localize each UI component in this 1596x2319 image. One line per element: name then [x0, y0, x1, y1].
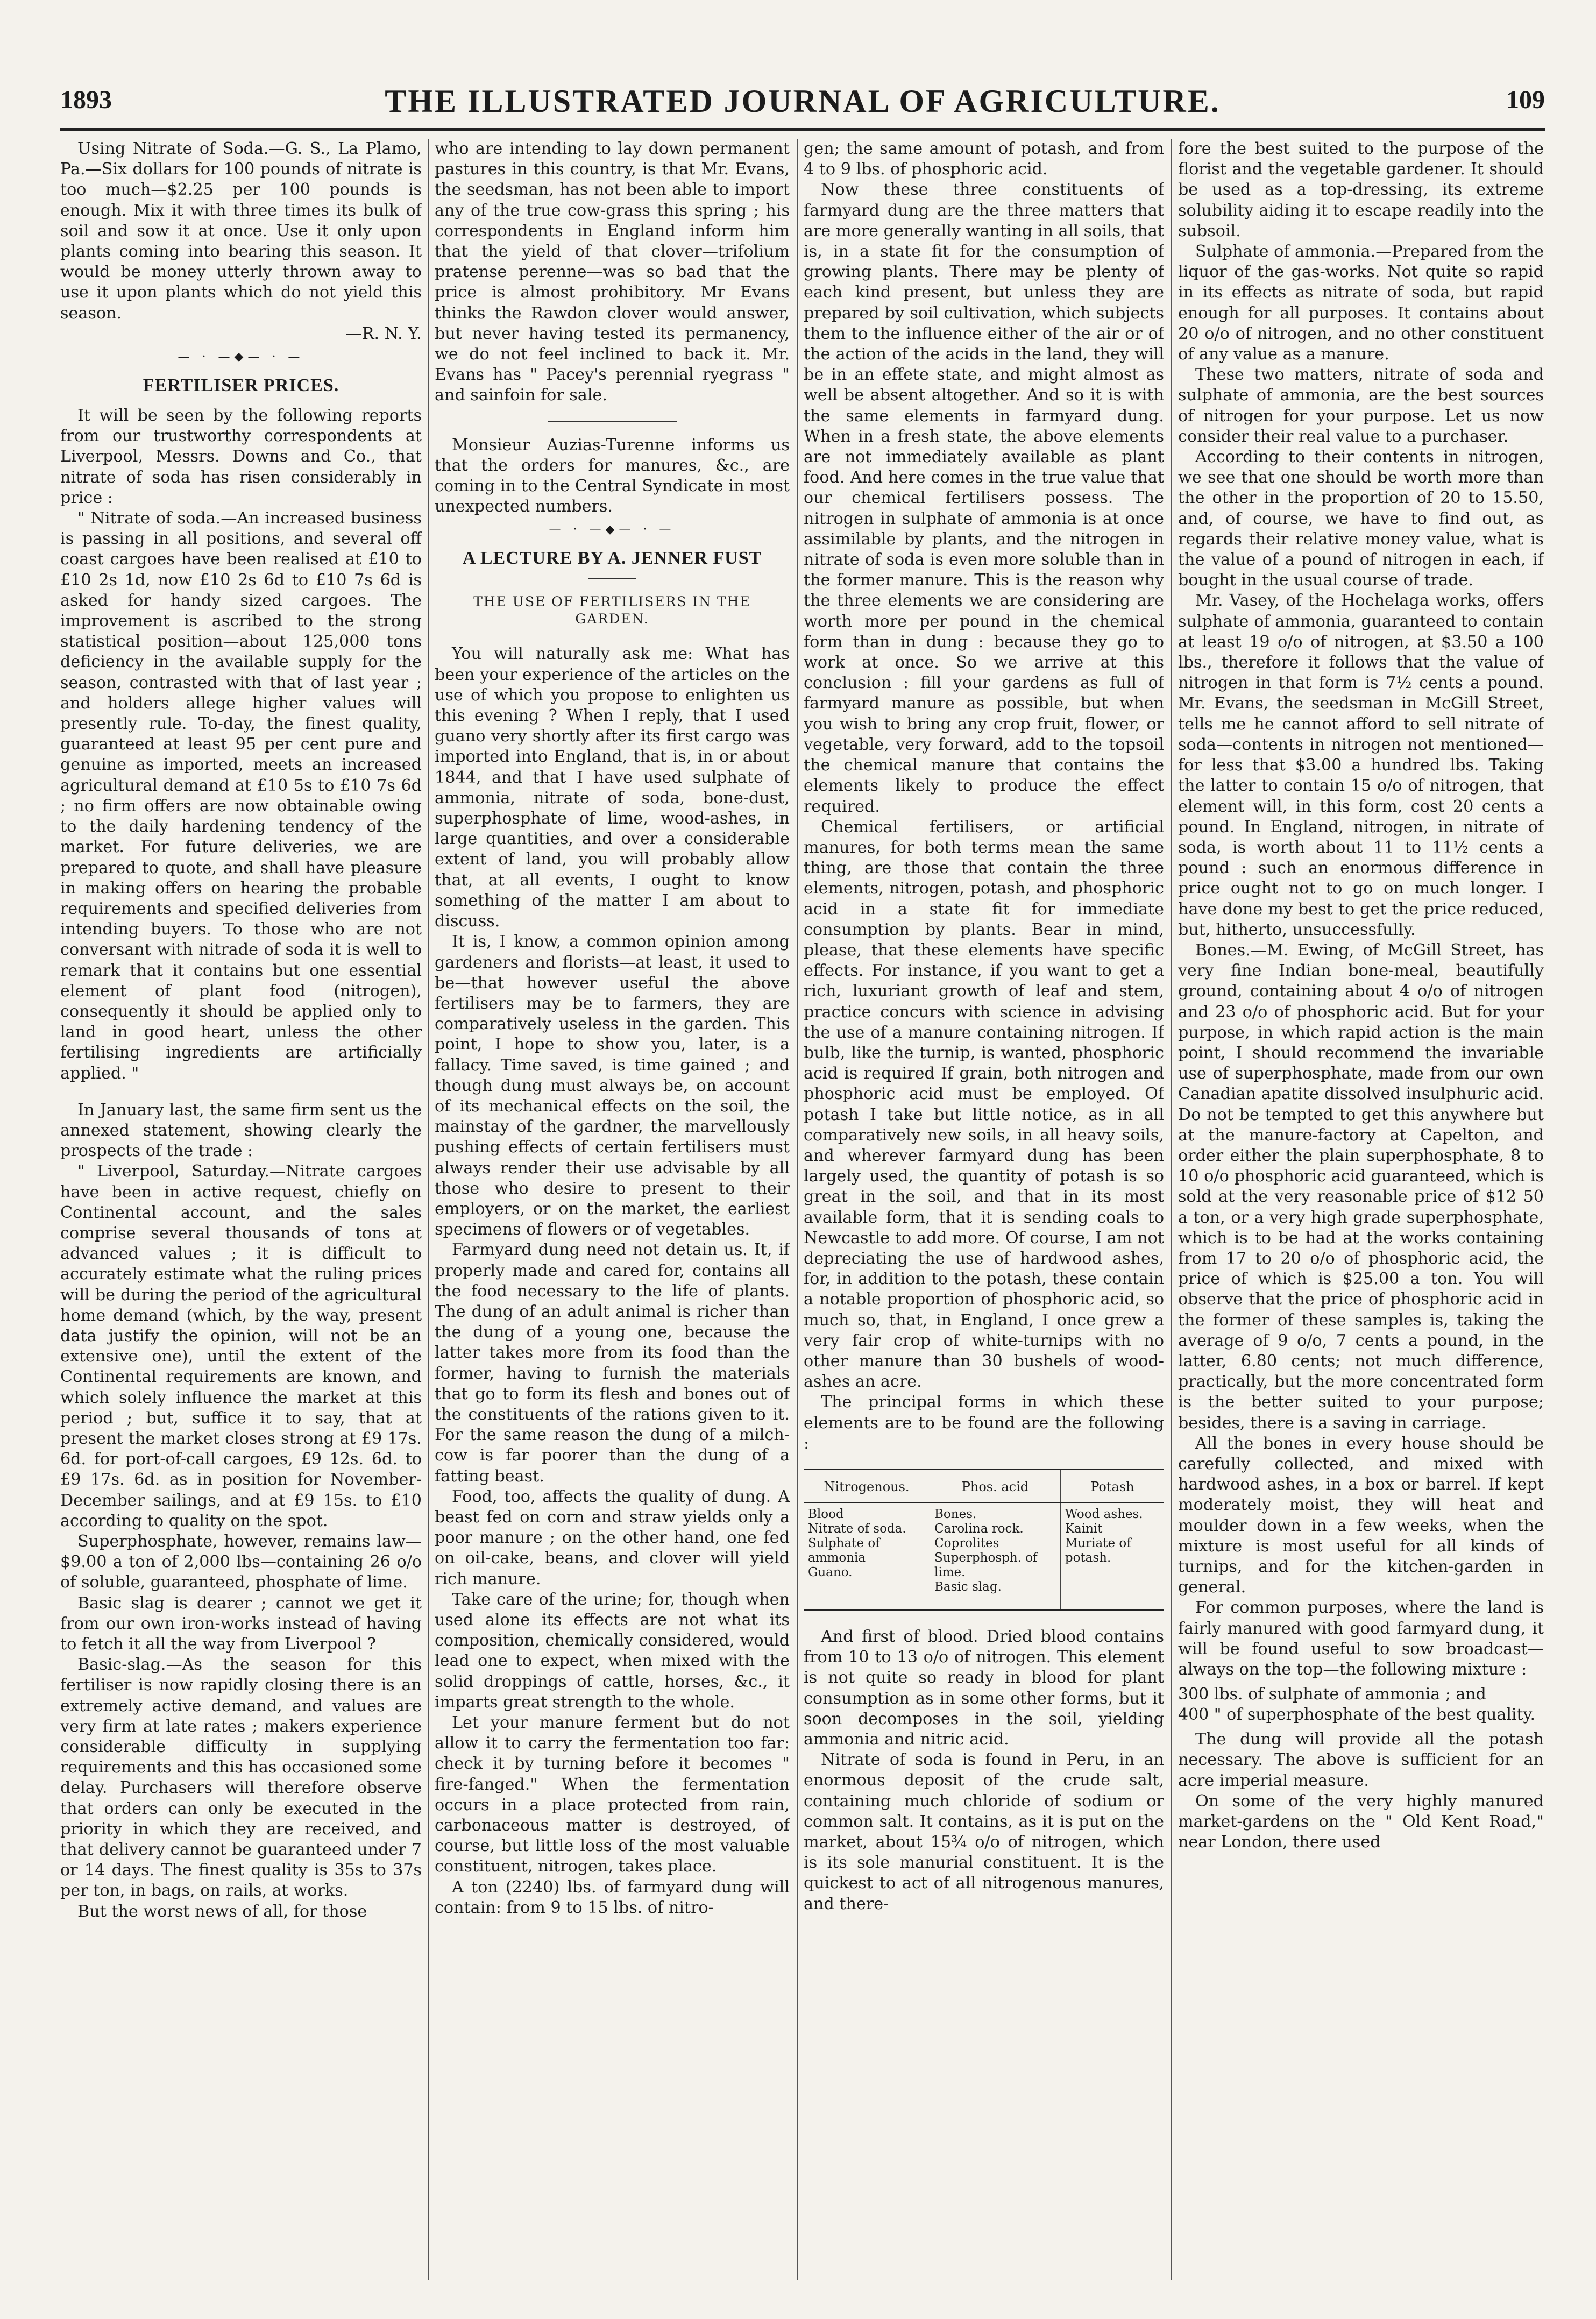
column-3	[804, 139, 1164, 2280]
paragraph-nitrate-query: Using Nitrate of Soda.—G. S., La Plamo, Pa.—Six dollars for 100 pounds of nitrate is too much—$2.25 per 100 pounds is enough. Mix it with three times its bulk of soil and sow it at once. Use it only upon plants coming into bearing this season. It would be money utterly thrown away to use it upon plants which do not yield this season.	[60, 139, 422, 323]
paragraph: Chemical fertilisers, or artificial manures, for both terms mean the same thing, are those that contain the three elements, nitrogen, potash, and phosphoric acid in a state fit for immediate consumption by plants. Bear in mind, please, that these elements have specific effects. For instance, if you want to get a rich, luxuriant growth of leaf and stem, practice concurs with science in advising the use of a manure containing nitrogen. If bulb, like the turnip, is wanted, phosphoric acid is required If grain, both nitrogen and phosphoric acid must be employed. Of potash I take but little notice, as in all comparatively new soils, in all heavy soils, and wherever farmyard dung has been largely used, the quantity of potash is so great in the soil, and that in its most available form, that it is sending coals to Newcastle to add more. Of course, I am not depreciating the use of hardwood ashes, for, in addition to the potash, these contain a notable proportion of phosphoric acid, so much so, that, in England, I once grew a very fair crop of white-turnips with no other manure than 30 bushels of wood-ashes an acre.	[804, 817, 1164, 1392]
cell-text: Wood ashes.	[1065, 1507, 1143, 1521]
paragraph: Basic slag is dearer ; cannot we get it from our own iron-works instead of having to fetch it all the way from Liverpool ?	[60, 1593, 422, 1654]
subheading-lecture: THE USE OF FERTILISERS IN THE GARDEN.	[473, 594, 751, 627]
column-1	[60, 139, 422, 2280]
column-header: Phos. acid	[930, 1470, 1061, 1502]
mixture-line: 300 lbs. of sulphate of ammonia ; and	[1178, 1685, 1486, 1704]
paragraph: These two matters, nitrate of soda and sulphate of ammonia, are the best sources of nitrogen for your purpose. Let us now consider their real value to a purchaser.	[1178, 365, 1544, 446]
cell-text: Bones.	[934, 1507, 977, 1521]
cell-text: Carolina rock.	[934, 1522, 1024, 1536]
cell-text: Sulphate of ammonia	[808, 1536, 880, 1565]
paragraph: You will naturally ask me: What has been your experience of the articles on the use of which you propose to enlighten us this evening ? When I reply, that I used guano very shortly after its first cargo was imported into England, that is, in or about 1844, and that I have used sulphate of ammonia, nitrate of soda, bone-dust, superphosphate of lime, wood-ashes, in large quantities, and over a considerable extent of land, you will probably allow that, at all events, I ought to know something of the matter I am about to discuss.	[435, 644, 790, 931]
header-year: 1893	[60, 86, 112, 114]
paragraph: Take care of the urine; for, though when used alone its effects are not what its composition, chemically considered, would lead one to expect, when mixed with the solid droppings of cattle, horses, &c., it imparts great strength to the whole.	[435, 1590, 790, 1712]
mixture-line: 400 " of superphosphate of the best quality.	[1178, 1705, 1536, 1725]
paragraph: On some of the very highly manured market-gardens on the " Old Kent Road," near London, there used	[1178, 1791, 1544, 1852]
table-cell	[930, 1502, 1061, 1610]
paragraph: Basic-slag.—As the season for this fertiliser is now rapidly closing there is an extremely active demand, and values are very firm at late rates ; makers experience considerable difficulty in supplying requirements and this has occasioned some delay. Purchasers will therefore observe that orders can only be executed in the priority in which they are received, and that delivery cannot be guaranteed under 7 or 14 days. The finest quality is 35s to 37s per ton, in bags, on rails, at works.	[60, 1655, 422, 1900]
page-header	[60, 81, 1545, 124]
paragraph: Food, too, affects the quality of dung. A beast fed on corn and straw yields only a poor manure ; on the other hand, one fed on oil-cake, beans, and clover will yield rich manure.	[435, 1487, 790, 1588]
paragraph: The principal forms in which these elements are to be found are the following :	[804, 1393, 1164, 1453]
paragraph: It will be seen by the following reports from our trustworthy correspondents at Liverpool, Messrs. Downs and Co., that nitrate of soda has risen considerably in price :	[60, 406, 422, 507]
cell-text: Kainit	[1065, 1522, 1103, 1536]
column-4	[1178, 139, 1544, 2280]
ornament-divider: — · —◆— · —	[549, 523, 676, 537]
paragraph: gen; the same amount of potash, and from 4 to 9 lbs. of phosphoric acid.	[804, 139, 1164, 179]
paragraph: Bones.—M. Ewing, of McGill Street, has very fine Indian bone-meal, beautifully ground, containing about 4 o/o of nitrogen and 23 o/o of phosphoric acid. But for your purpose, in which rapid action is the main point, I should recommend the invariable use of superphosphate, made from our own Canadian apatite dissolved insulphuric acid. Do not be tempted to get this anywhere but at the manure-factory at Capelton, and order either the plain superphosphate, 8 to 10 o/o phosphoric acid guaranteed, which is sold at the very reasonable price of $12 50 a ton, or a very high grade superphosphate, which is to be had at the works containing from 17 to 20 o/o of phosphoric acid, the price of which is $25.00 a ton. You will observe that the price of phosphoric acid in the former of these samples is, taking the average of 9 o/o, 7 cents a pound, in the latter, 6.80 cents; not much difference, practically, but the more concentrated form is the better suited to your purpose; besides, there is a saving in carriage.	[1178, 940, 1544, 1432]
table-cell	[1060, 1502, 1164, 1610]
paragraph: Sulphate of ammonia.—Prepared from the liquor of the gas-works. Not quite so rapid in its effects as nitrate of soda, but rapid enough for all purposes. It contains about 20 o/o of nitrogen, and no other constituent of any value as a manure.	[1178, 242, 1544, 364]
paragraph: Nitrate of soda is found in Peru, in an enormous deposit of the crude salt, containing much chloride of sodium or common salt. It contains, as it is put on the market, about 15¾ o/o of nitrogen, which is its sole manurial constituent. It is the quickest to act of all nitrogenous manures, and there-	[804, 1750, 1164, 1913]
paragraph: Now these three constituents of farmyard dung are the three matters that are more generally wanting in all soils, that is, in a state fit for the consumption of growing plants. There may be plenty of each kind present, but unless they are prepared by soil cultivation, which subjects them to the influence either of the air or of the action of the acids in the land, they will be in an effete state, and might almost as well be absent altogether. And so it is with the same elements in farmyard dung. When in a fresh state, the above elements are not immediately available as plant food. And here comes in the true value that our chemical fertilisers possess. The nitrogen in sulphate of ammonia is at once assimilable by plants, and the nitrogen in nitrate of soda is even more soluble than in the former manure. This is the reason why the three elements we are considering are worth more per pound in the chemical form than in dung : because they go to work at once. So we arrive at this conclusion : fill your gardens as full of farmyard manure as possible, but when you wish to bring any crop fruit, flower, or vegetable, very forward, add to the topsoil the chemical manure that contains the elements likely to produce the effect required.	[804, 180, 1164, 816]
fertiliser-forms-table	[804, 1469, 1164, 1611]
heading-fertiliser-prices: FERTILISER PRICES.	[143, 375, 339, 396]
mixture-list	[1178, 1684, 1544, 1725]
paragraph: A ton (2240) lbs. of farmyard dung will contain: from 9 to 15 lbs. of nitro-	[435, 1877, 790, 1917]
paragraph: It is, I know, a common opinion among gardeners and florists—at least, it used to be—that however useful the above fertilisers may be to farmers, they are comparatively useless in the garden. This point, I hope to show you, later, is a fallacy. Time saved, is time gained ; and though dung must always be, on account of its mechanical effects on the soil, the mainstay of the gardner, the marvellously pushing effects of certain fertilisers must always render their use advisable by all those who desire to present to their employers, or on the market, the earliest specimens of flowers or of vegetables.	[435, 932, 790, 1239]
cell-text: Guano.	[808, 1565, 853, 1579]
paragraph: But the worst news of all, for those	[77, 1902, 367, 1921]
table-cell	[804, 1502, 930, 1610]
paragraph: fore the best suited to the purpose of the florist and the vegetable gardener. It should be used as a top-dressing, its extreme solubility aiding it to escape readily into the subsoil.	[1178, 139, 1544, 240]
column-2	[435, 139, 790, 2280]
table-row	[804, 1502, 1164, 1610]
cell-text: Superphosph. of lime.	[934, 1551, 1038, 1579]
column-header: Nitrogenous.	[804, 1470, 930, 1502]
header-rule	[60, 128, 1545, 131]
paragraph: In January last, the same firm sent us the annexed statement, showing clearly the prospects of the trade :	[60, 1100, 422, 1161]
heading-lecture: A LECTURE BY A. JENNER FUST	[462, 548, 762, 569]
paragraph: who are intending to lay down permanent pastures in this country, is that Mr. Evans, the seedsman, has not been able to import any of the true cow-grass this spring ; his correspondents in England inform him that the yield of that clover—trifolium pratense perenne—was so bad that the price is almost prohibitory. Mr Evans thinks the Rawdon clover would answer, but never having tested its permanency, we do not feel inclined to back it. Mr. Evans has " Pacey's perennial ryegrass " and sainfoin for sale.	[435, 139, 790, 405]
cell-text: Coprolites	[934, 1536, 999, 1550]
paragraph: " Liverpool, Saturday.—Nitrate cargoes have been in active request, chiefly on Continental account, and the sales comprise several thousands of tons at advanced values ; it is difficult to accurately estimate what the ruling prices will be during the period of the agricultural home demand (which, by the way, present data justify the opinion, will not be an extensive one), until the extent of the Continental requirements are known, and which solely influence the market at this period ; but, suffice it to say, that at present the market closes strong at £9 17s. 6d. for port-of-call cargoes, £9 12s. 6d. to £9 17s. 6d. as in position for November-December sailings, and at £9 15s. to £10 according to quality on the spot.	[60, 1162, 422, 1530]
signature: —R. N. Y.	[345, 324, 422, 343]
cell-text: Muriate of potash.	[1065, 1536, 1131, 1565]
cell-text: Nitrate of soda.	[808, 1522, 906, 1536]
paragraph: " Nitrate of soda.—An increased business is passing in all positions, and several off coast cargoes have been realised at £10 to £10 2s 1d, now £10 2s 6d to £10 7s 6d is asked for handy sized cargoes. The improvement is ascribed to the strong statistical position—about 125,000 tons deficiency in the available supply for the season, contrasted with that of last year ; and holders allege higher values will presently rule. To-day, the finest quality, guaranteed at least 95 per cent pure and genuine as imported, meets an increased agricultural demand at £10 5s to £10 7s 6d ; no firm offers are now obtainable owing to the daily hardening tendency of the market. For future deliveries, we are prepared to quote, and shall have pleasure in making offers on hearing the probable requirements and specified deliveries from intending buyers. To those who are not conversant with nitrade of soda it is well to remark that it contains but one essential element of plant food (nitrogen), consequently it should be applied only to land in good heart, unless the other fertilising ingredients are artificially applied. "	[60, 509, 422, 1083]
ornament-divider: — · —◆— · —	[178, 350, 304, 364]
paragraph: All the bones in every house should be carefully collected, and mixed with hardwood ashes, in a box or barrel. If kept moderately moist, they will heat and moulder down in a few weeks, when the mixture is most useful for all kinds of turnips, and for the kitchen-garden in general.	[1178, 1434, 1544, 1597]
paragraph: Superphosphate, however, remains law—$9.00 a ton of 2,000 lbs—containing 26 o/o of soluble, guaranteed, phosphate of lime.	[60, 1532, 422, 1592]
column-divider	[1171, 139, 1172, 2280]
paragraph: According to their contents in nitrogen, we see that one should be worth more than the other in the proportion of 20 to 15.50, and, of course, we have to find out, as regards their relative money value, what is the value of a pound of nitrogen in each, if bought in the usual course of trade.	[1178, 448, 1544, 590]
paragraph: Farmyard dung need not detain us. It, if properly made and cared for, contains all the food necessary to the life of plants. The dung of an adult animal is richer than the dung of a young one, because the latter takes more from its food than the former, having to furnish the materials that go to form its flesh and bones out of the constituents of the rations given to it. For the same reason the dung of a milch-cow is far poorer than the dung of a fatting beast.	[435, 1240, 790, 1486]
paragraph: For common purposes, where the land is fairly manured with good farmyard dung, it will be found useful to sow broadcast—always on the top—the following mixture :	[1178, 1598, 1544, 1679]
cell-text: Blood	[808, 1507, 844, 1521]
paragraph: The dung will provide all the potash necessary. The above is sufficient for an acre imperial measure.	[1178, 1730, 1544, 1790]
column-divider	[428, 139, 429, 2280]
paragraph: Monsieur Auzias-Turenne informs us that the orders for manures, &c., are coming in to the Central Syndicate in most unexpected numbers.	[435, 435, 790, 516]
paragraph: Let your manure ferment but do not allow it to carry the fermentation too far: check it by turning before it becomes " fire-fanged." When the fermentation occurs in a place protected from rain, carbonaceous matter is destroyed, of course, but little loss of the most valuable constituent, nitrogen, takes place.	[435, 1713, 790, 1876]
column-header: Potash	[1060, 1470, 1164, 1502]
column-divider	[797, 139, 798, 2280]
paragraph: And first of blood. Dried blood contains from 10 to 13 o/o of nitrogen. This element is not quite so ready in blood for plant consumption as in some other forms, but it soon decomposes in the soil, yielding ammonia and nitric acid.	[804, 1627, 1164, 1749]
section-rule	[548, 421, 677, 422]
cell-text: Basic slag.	[934, 1580, 1002, 1594]
paragraph: Mr. Vasey, of the Hochelaga works, offers sulphate of ammonia, guaranteed to contain at least 19 o/o of nitrogen, at $3.50 a 100 lbs., therefore it follows that the value of nitrogen in that form is 7½ cents a pound. Mr. Evans, the seedsman in McGill Street, tells me he cannot afford to sell nitrate of soda—contents in nitrogen not mentioned—for less that $3.00 a hundred lbs. Taking the latter to contain 15 o/o of nitrogen, that element will, in this form, cost 20 cents a pound. In England, nitrogen, in nitrate of soda, is worth about 11 to 11½ cents a pound : such an enormous difference in price ought not to go on much longer. I have done my best to get the price reduced, but, hitherto, unsuccessfully.	[1178, 591, 1544, 939]
table-header-row	[804, 1470, 1164, 1502]
heading-rule	[588, 578, 636, 579]
journal-title: THE ILLUSTRATED JOURNAL OF AGRICULTURE.	[385, 83, 1221, 119]
page-number: 109	[1506, 86, 1545, 114]
